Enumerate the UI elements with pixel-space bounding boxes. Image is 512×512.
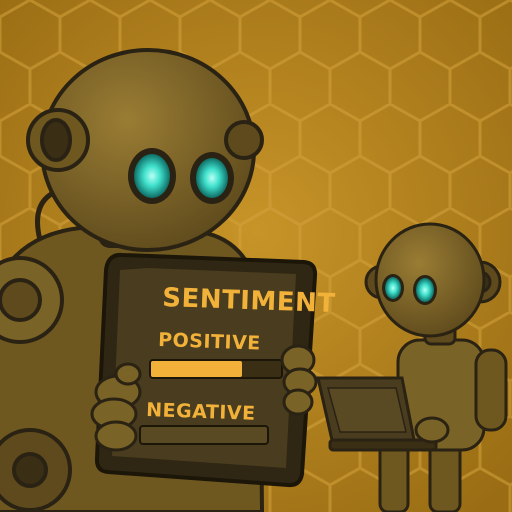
negative-bar-track: [140, 426, 268, 444]
tablet-title: SENTIMENT: [161, 283, 336, 320]
negative-label: NEGATIVE: [145, 399, 256, 425]
positive-label: POSITIVE: [157, 329, 262, 355]
positive-bar-fill: [151, 361, 242, 377]
